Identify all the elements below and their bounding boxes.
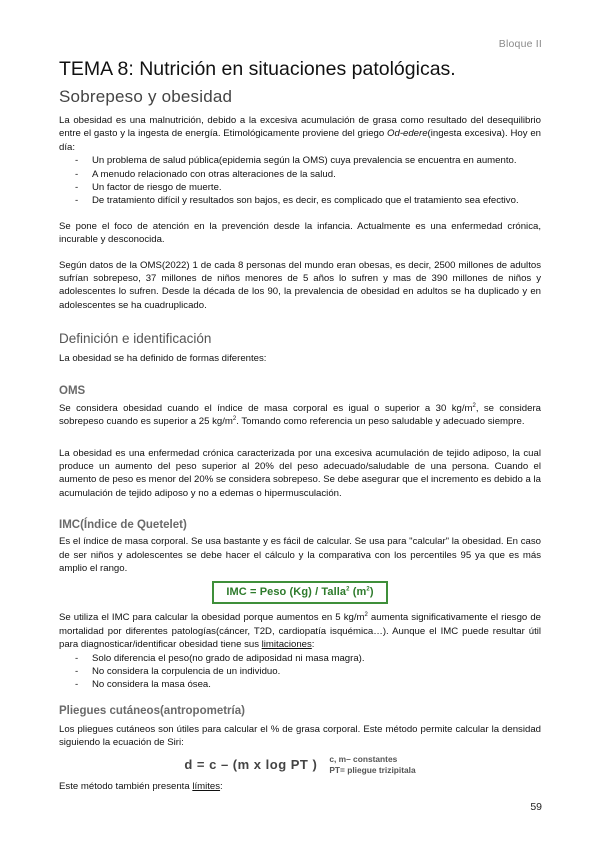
oms-heading: OMS [59,384,86,397]
list-item: - Un factor de riesgo de muerte. [59,181,541,194]
formula-sup-1: 2 [346,586,350,593]
pliegues-heading: Pliegues cutáneos(antropometría) [59,704,245,717]
oms-sup-2: 2 [232,415,237,422]
page-title: TEMA 8: Nutrición en situaciones patológicas. [59,58,456,80]
intro-italic-word: Od-edere [387,128,428,140]
siri-equation: d = c – (m x log PT ) [184,757,318,773]
oms-text-c: . Tomando como referencia un peso saludable y adecuado siempre. [236,416,525,428]
statistics-paragraph: Según datos de la OMS(2022) 1 de cada 8 personas del mundo eran obesas, es decir, 2500 millones de adultos sufrían sobrepeso, 37 millones de niños menores de 5 años lo sufren y mas de 390 millones de niños y adolescentes lo sufren. Desde la década de los 90, la prevalencia de obesidad en adultos se ha duplicado y en adolescentes se ha cuadruplicado. [59,259,541,311]
pliegues-text-b: : [220,780,223,792]
imc-heading: IMC(Índice de Quetelet) [59,519,187,532]
siri-note-constants: c, m– constantes [329,753,398,764]
siri-equation-block [59,754,541,776]
limites-underlined: límites [192,780,221,792]
definition-intro: La obesidad se ha definido de formas diferentes: [59,353,267,365]
imc-paragraph-1: Es el índice de masa corporal. Se usa bastante y es fácil de calcular. Se usa para "calcular" la obesidad. En caso de ser niños y adolescentes se debe hacer el cálculo y la comparativa con los percentiles 95 ya que es más amplio el rango. [59,536,541,574]
imc-formula [212,581,387,604]
oms-text-b: , se considera sobrepeso cuando es superior a 25 kg/m [59,402,541,428]
oms-paragraph-1 [59,402,541,429]
limitaciones-underlined: limitaciones [261,639,312,651]
formula-part-c: ) [369,586,374,599]
siri-note-pt: PT= pliegue trizipitala [329,764,416,775]
intro-text-a: La obesidad es una malnutrición, debido a la excesiva acumulación de grasa como resultado del desequilibrio entre el gasto y la ingesta de energía. Etimológicamente proviene del griego [59,115,541,140]
oms-text-a: Se considera obesidad cuando el índice de masa corporal es igual o superior a 30 kg/m [59,402,473,414]
list-item: - Un problema de salud pública(epidemia según la OMS) cuya prevalencia se encuentra en aumento. [59,154,541,167]
imc-text-a: Se utiliza el IMC para calcular la obesidad porque aumentos en 5 kg/m [59,612,365,624]
list-item: - No considera la corpulencia de un individuo. [59,665,541,678]
list-item: - De tratamiento difícil y resultados son bajos, es decir, es complicado que el tratamiento sea efectivo. [59,194,541,207]
imc-formula-container [59,581,541,604]
list-item: - Solo diferencia el peso(no grado de adiposidad ni masa magra). [59,652,541,665]
intro-bullet-list [59,154,541,208]
formula-sup-2: 2 [366,586,370,593]
pliegues-text-a: Este método también presenta [59,780,193,792]
oms-sup-1: 2 [472,402,476,409]
formula-part-b: (m [349,586,367,599]
page-content [59,57,541,793]
prevention-paragraph: Se pone el foco de atención en la prevención desde la infancia. Actualmente es una enfermedad crónica, incurable y desconocida. [59,220,541,246]
page-number: 59 [530,801,542,813]
imc-text-c: : [311,639,315,651]
header-section-label: Bloque II [498,38,542,50]
imc-text-b: aumenta significativamente el riesgo de mortalidad por diferentes patologías(cáncer, T2D, cardiopatía isquémica…). Aunque el IMC puede resultar útil para diagnosticar/identificar obesidad tiene sus [59,612,541,651]
formula-part-a: IMC = Peso (Kg) / Talla [226,586,347,599]
pliegues-paragraph-1: Los pliegues cutáneos son útiles para calcular el % de grasa corporal. Este método permite calcular la densidad siguiendo la ecuación de Siri: [59,723,541,749]
list-item: - A menudo relacionado con otras alteraciones de la salud. [59,168,541,181]
siri-notes [329,754,415,776]
imc-limitations-list [59,652,541,692]
imc-sup: 2 [364,612,368,619]
intro-paragraph [59,114,541,154]
pliegues-paragraph-2 [59,780,541,793]
intro-text-b: (ingesta excesiva). Hoy en día: [59,128,541,153]
definition-heading: Definición e identificación [59,331,212,347]
imc-paragraph-2 [59,611,541,651]
section-title: Sobrepeso y obesidad [59,87,233,106]
list-item: - No considera la masa ósea. [59,678,541,691]
oms-paragraph-2: La obesidad es una enfermedad crónica caracterizada por una excesiva acumulación de tejido adiposo, la cual produce un aumento del peso superior al 20% del peso adecuado/saludable de una persona. Cuando el aumento de peso es menor del 20% se considera sobrepeso. Se debe asegurar que el incremento es debido a la acumulación de tejido adiposo y no a edemas o hipermusculación. [59,447,541,499]
